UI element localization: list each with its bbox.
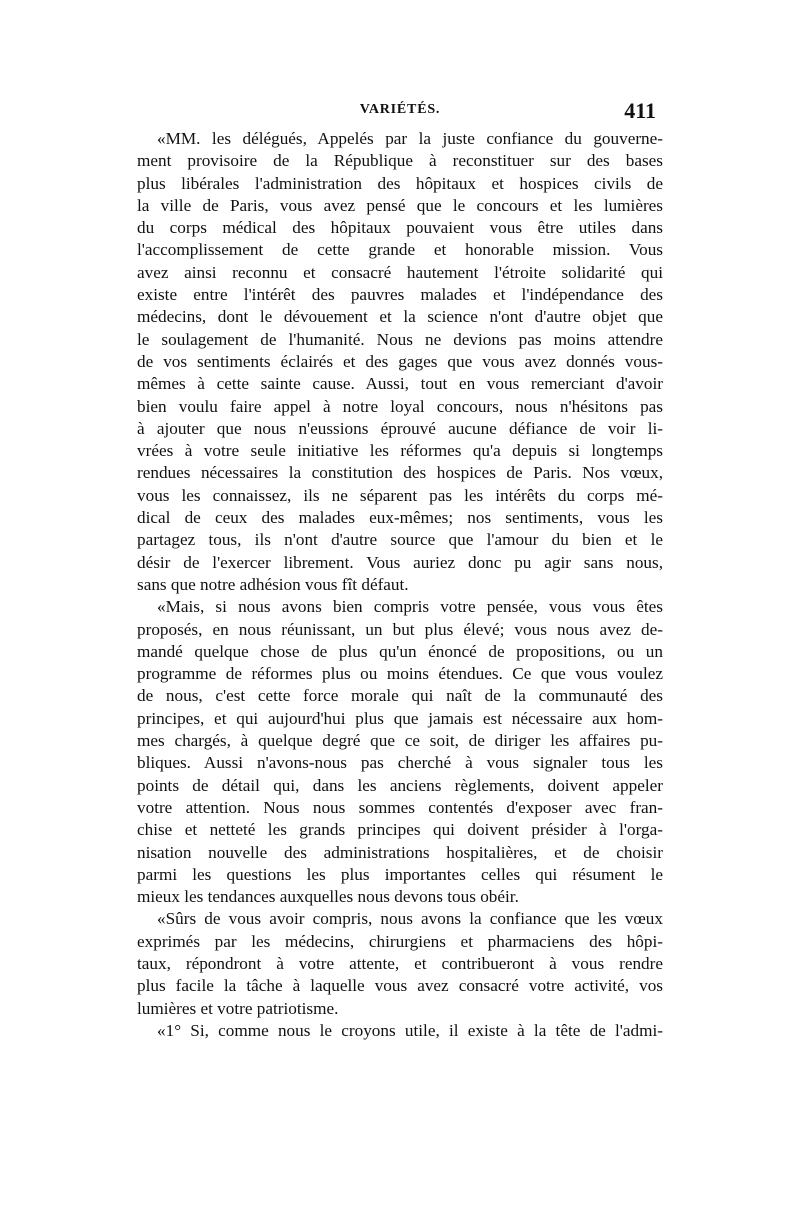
text-line: rendues nécessaires la constitution des hospices de Paris. Nos vœux, <box>137 463 663 483</box>
text-line: proposés, en nous réunissant, un but plus élevé; vous nous avez de- <box>137 619 663 639</box>
text-line: ment provisoire de la République à reconstituer sur des bases <box>137 151 663 171</box>
text-line: plus facile la tâche à laquelle vous avez consacré votre activité, vos <box>137 976 663 996</box>
running-head <box>140 98 660 128</box>
text-line: parmi les questions les plus importantes celles qui résument le <box>137 864 663 884</box>
text-line: points de détail qui, dans les anciens règlements, doivent appeler <box>137 775 663 795</box>
text-line: vrées à votre seule initiative les réformes qu'a depuis si longtemps <box>137 441 663 461</box>
text-line: lumières et votre patriotisme. <box>137 998 339 1018</box>
text-line: exprimés par les médecins, chirurgiens et pharmaciens des hôpi- <box>137 931 663 951</box>
text-line: partagez tous, ils n'ont d'autre source que l'amour du bien et le <box>137 530 663 550</box>
text-line: médecins, dont le dévouement et la science n'ont d'autre objet que <box>137 307 663 327</box>
text-line: programme de réformes plus ou moins étendues. Ce que vous voulez <box>137 664 663 684</box>
text-line: «MM. les délégués, Appelés par la juste confiance du gouverne- <box>157 129 663 148</box>
text-line: de nous, c'est cette force morale qui naît de la communauté des <box>137 686 663 706</box>
text-line: mes chargés, à quelque degré que ce soit, de diriger les affaires pu- <box>137 731 663 751</box>
text-line: la ville de Paris, vous avez pensé que le concours et les lumières <box>137 195 663 215</box>
running-title: VARIÉTÉS. <box>359 102 441 117</box>
text-line: le soulagement de l'humanité. Nous ne devions pas moins attendre <box>137 329 663 349</box>
text-line: mieux les tendances auxquelles nous devons tous obéir. <box>137 887 519 907</box>
text-line: «1° Si, comme nous le croyons utile, il existe à la tête de l'admi- <box>157 1020 663 1040</box>
text-line: du corps médical des hôpitaux pouvaient vous être utiles dans <box>137 218 663 238</box>
text-line: plus libérales l'administration des hôpitaux et hospices civils de <box>137 173 663 193</box>
text-line: nisation nouvelle des administrations hospitalières, et de choisir <box>137 842 663 862</box>
body-text <box>137 128 663 1042</box>
text-line: bliques. Aussi n'avons-nous pas cherché à vous signaler tous les <box>137 753 663 773</box>
text-line: bien voulu faire appel à notre loyal concours, nous n'hésitons pas <box>137 396 663 416</box>
text-line: taux, répondront à votre attente, et contribueront à vous rendre <box>137 953 663 973</box>
text-line: chise et netteté les grands principes qui doivent présider à l'orga- <box>137 820 663 840</box>
text-line: désir de l'exercer librement. Vous auriez donc pu agir sans nous, <box>137 552 663 572</box>
text-line: de vos sentiments éclairés et des gages que vous avez donnés vous- <box>137 351 663 371</box>
text-line: existe entre l'intérêt des pauvres malades et l'indépendance des <box>137 285 663 305</box>
text-line: principes, et qui aujourd'hui plus que jamais est nécessaire aux hom- <box>137 708 663 728</box>
page-number: 411 <box>624 98 656 123</box>
text-line: sans que notre adhésion vous fît défaut. <box>137 574 409 594</box>
text-line: vous les connaissez, ils ne séparent pas les intérêts du corps mé- <box>137 485 663 505</box>
text-line: dical de ceux des malades eux-mêmes; nos sentiments, vous les <box>137 508 663 528</box>
text-line: avez ainsi reconnu et consacré hautement l'étroite solidarité qui <box>137 262 663 282</box>
text-line: à ajouter que nous n'eussions éprouvé aucune défiance de voir li- <box>137 418 663 438</box>
text-line: mêmes à cette sainte cause. Aussi, tout en vous remerciant d'avoir <box>137 374 663 394</box>
text-line: votre attention. Nous nous sommes contentés d'exposer avec fran- <box>137 797 663 817</box>
text-line: l'accomplissement de cette grande et honorable mission. Vous <box>137 240 663 260</box>
text-line: «Mais, si nous avons bien compris votre pensée, vous vous êtes <box>157 597 663 617</box>
text-line: mandé quelque chose de plus qu'un énoncé de propositions, ou un <box>137 641 663 661</box>
text-line: «Sûrs de vous avoir compris, nous avons la confiance que les vœux <box>157 909 663 929</box>
